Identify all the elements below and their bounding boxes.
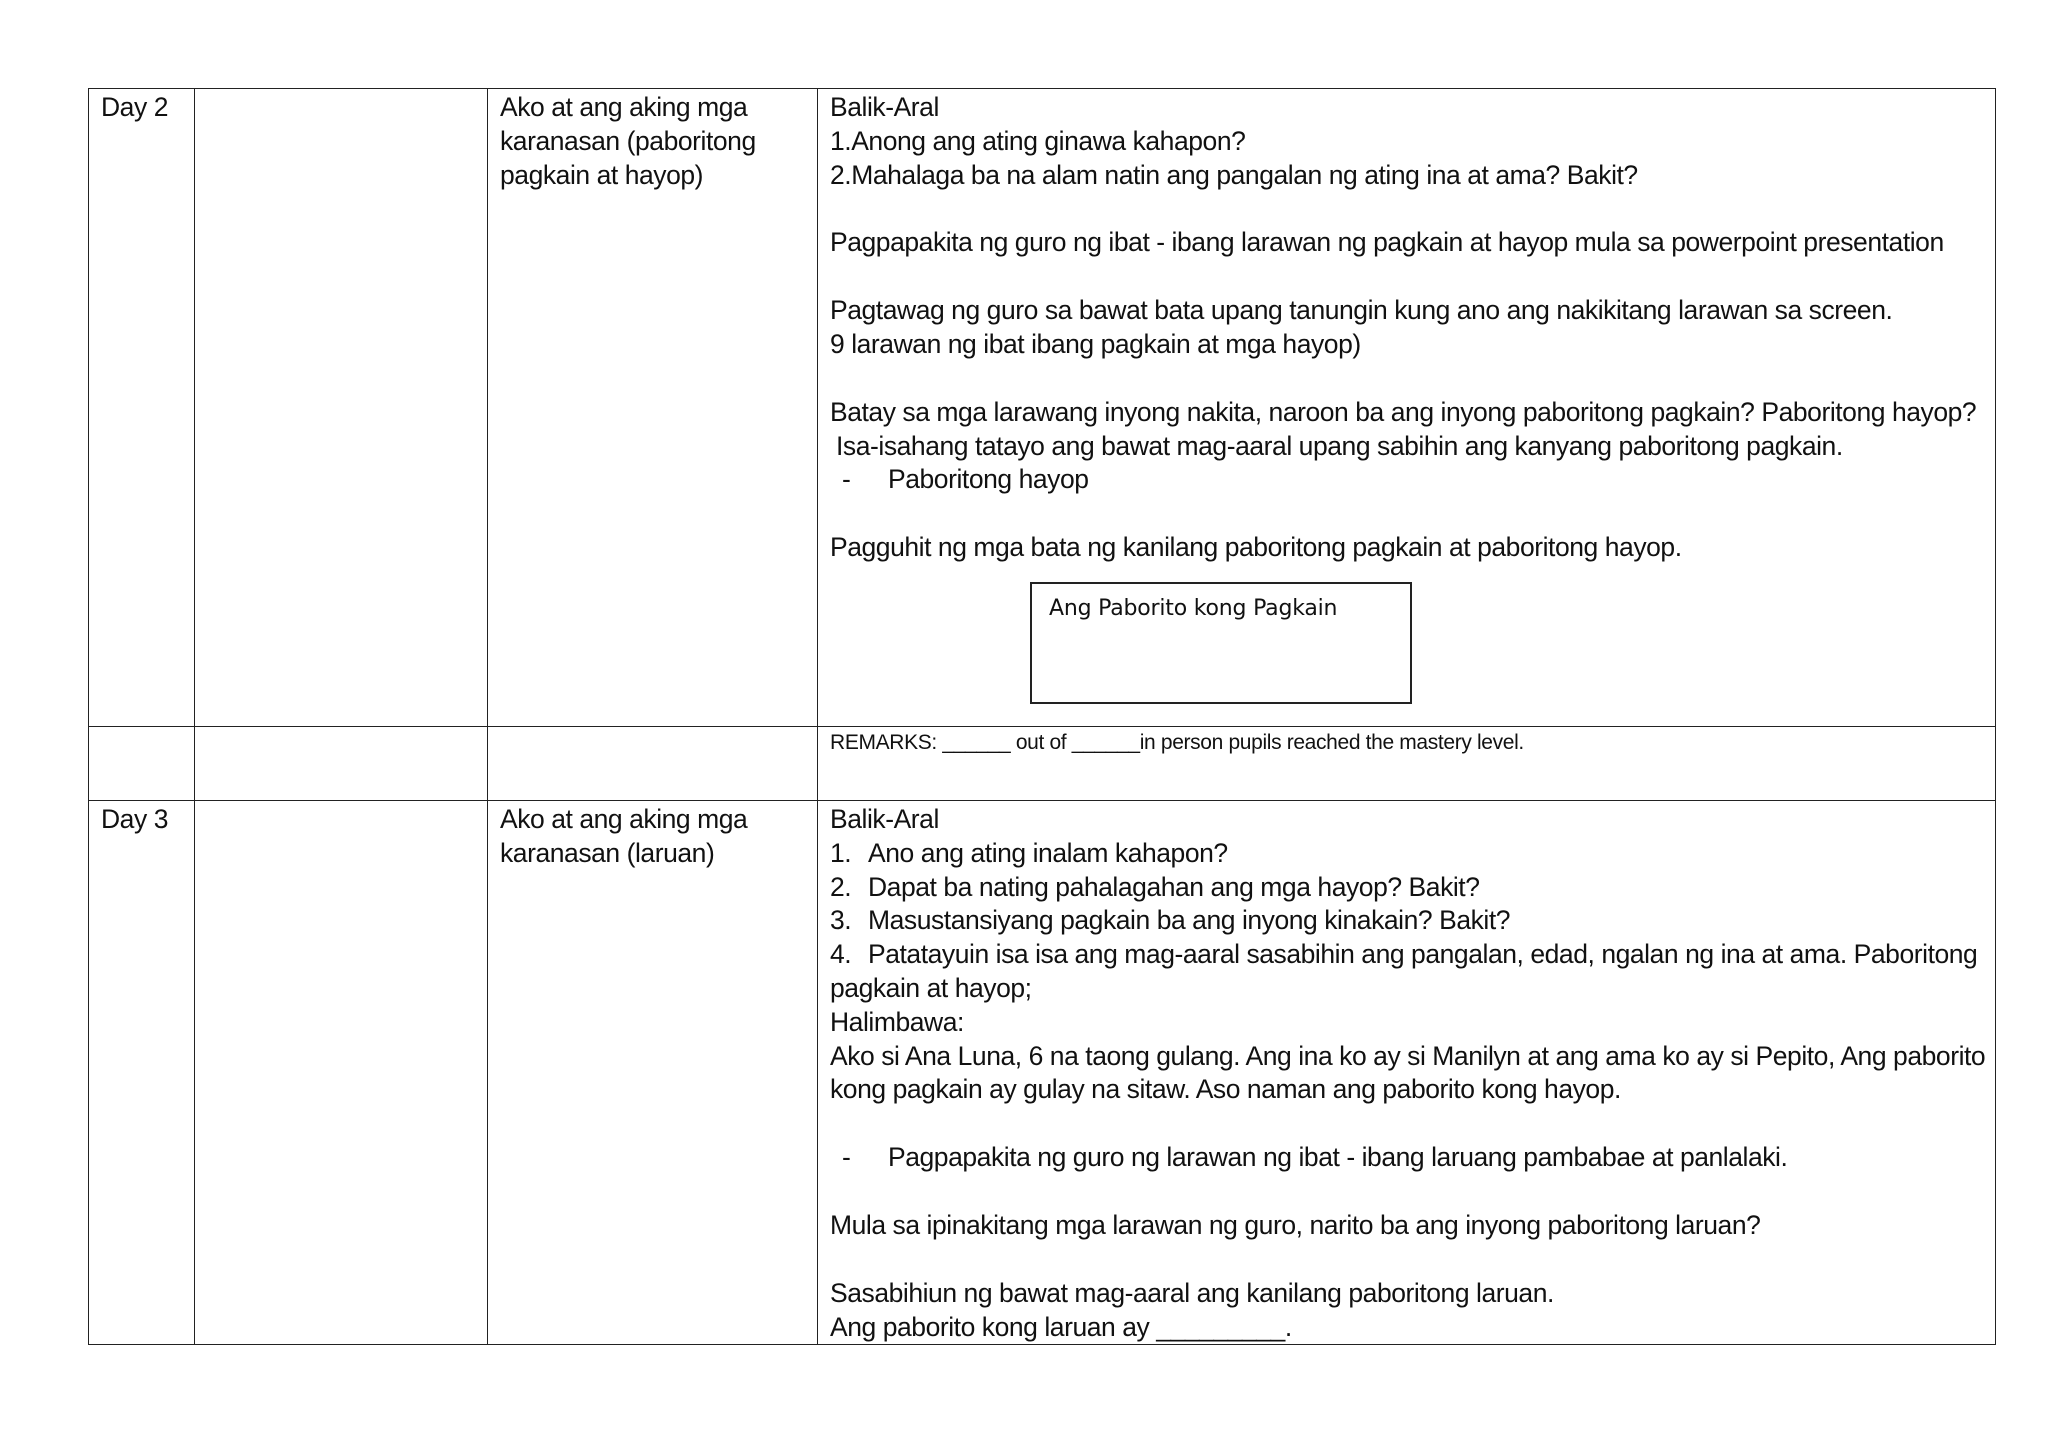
remarks-text: REMARKS: ______ out of ______in person pupils reached the mastery level. (830, 731, 1524, 754)
bullet-item (830, 463, 1983, 497)
item-text: Dapat ba nating pahalagahan ang mga hayop? Bakit? (868, 871, 1480, 902)
item-number: 3. (830, 905, 852, 936)
lesson-plan-table (88, 88, 1996, 1345)
bullet-item (830, 1141, 1983, 1175)
day2-topic-cell (488, 89, 818, 727)
example-text: kong pagkain ay gulay na sitaw. Aso naman ang paborito kong hayop. (830, 1074, 1621, 1105)
review-heading: Balik-Aral (830, 804, 939, 834)
review-heading: Balik-Aral (830, 92, 939, 122)
prompt-text: Batay sa mga larawang inyong nakita, naroon ba ang inyong paboritong pagkain? Paboritong hayop? (830, 396, 1977, 427)
item-text: Ano ang ating inalam kahapon? (868, 837, 1228, 868)
day2-row (89, 89, 1996, 727)
topic-text: Ako at ang aking mga karanasan (laruan) (500, 804, 748, 868)
remarks-empty-cell (488, 727, 818, 801)
remarks-row (89, 727, 1996, 801)
day3-topic-cell (488, 801, 818, 1345)
numbered-item (830, 938, 1983, 972)
dash-bullet: - (842, 464, 851, 495)
day3-row (89, 801, 1996, 1345)
question-text: Mula sa ipinakitang mga larawan ng guro, narito ba ang inyong paboritong laruan? (830, 1209, 1761, 1240)
activity-note: 9 larawan ng ibat ibang pagkain at mga hayop) (830, 328, 1361, 359)
drawing-box-label: Ang Paborito kong Pagkain (1049, 595, 1338, 621)
item-continuation: pagkain at hayop; (830, 972, 1032, 1003)
remarks-cell (818, 727, 1996, 801)
activity-text: Pagtawag ng guro sa bawat bata upang tanungin kung ano ang nakikitang larawan sa screen. (830, 295, 1893, 326)
item-text: Patatayuin isa isa ang mag-aaral sasabihin ang pangalan, edad, ngalan ng ina at ama. Paboritong (868, 939, 1978, 970)
activity-text: Pagpapakita ng guro ng ibat - ibang larawan ng pagkain at hayop mula sa powerpoint presentation (830, 227, 1944, 258)
example-text: Ako si Ana Luna, 6 na taong gulang. Ang ina ko ay si Manilyn at ang ama ko ay si Pepito, Ang paborito (830, 1040, 1986, 1071)
drawing-box (1030, 582, 1412, 704)
bullet-text: Paboritong hayop (888, 464, 1089, 495)
review-question: 2.Mahalaga ba na alam natin ang pangalan ng ating ina at ama? Bakit? (830, 159, 1638, 190)
bullet-text: Pagpapakita ng guro ng larawan ng ibat - ibang laruang pambabae at panlalaki. (888, 1142, 1788, 1173)
dash-bullet: - (842, 1142, 851, 1173)
activity-text: Sasabihiun ng bawat mag-aaral ang kanilang paboritong laruan. (830, 1277, 1554, 1308)
numbered-item (830, 837, 1983, 871)
item-number: 1. (830, 837, 852, 868)
day3-procedure-cell (818, 801, 1996, 1345)
fill-in-sentence: Ang paborito kong laruan ay _________. (830, 1311, 1292, 1342)
day-label: Day 2 (101, 92, 168, 122)
topic-text: Ako at ang aking mga karanasan (paboritong pagkain at hayop) (500, 92, 756, 190)
prompt-text: Isa-isahang tatayo ang bawat mag-aaral upang sabihin ang kanyang paboritong pagkain. (836, 430, 1843, 461)
remarks-empty-cell (195, 727, 488, 801)
item-text: Masustansiyang pagkain ba ang inyong kinakain? Bakit? (868, 905, 1511, 936)
day2-procedure-cell (818, 89, 1996, 727)
day-label: Day 3 (101, 804, 168, 834)
day3-empty-cell (195, 801, 488, 1345)
day3-label-cell (89, 801, 195, 1345)
example-label: Halimbawa: (830, 1006, 964, 1037)
remarks-empty-cell (89, 727, 195, 801)
item-number: 4. (830, 939, 852, 970)
drawing-task: Pagguhit ng mga bata ng kanilang paboritong pagkain at paboritong hayop. (830, 532, 1682, 563)
day2-label-cell (89, 89, 195, 727)
day2-empty-cell (195, 89, 488, 727)
item-number: 2. (830, 871, 852, 902)
numbered-item (830, 871, 1983, 905)
numbered-item (830, 904, 1983, 938)
review-question: 1.Anong ang ating ginawa kahapon? (830, 125, 1246, 156)
